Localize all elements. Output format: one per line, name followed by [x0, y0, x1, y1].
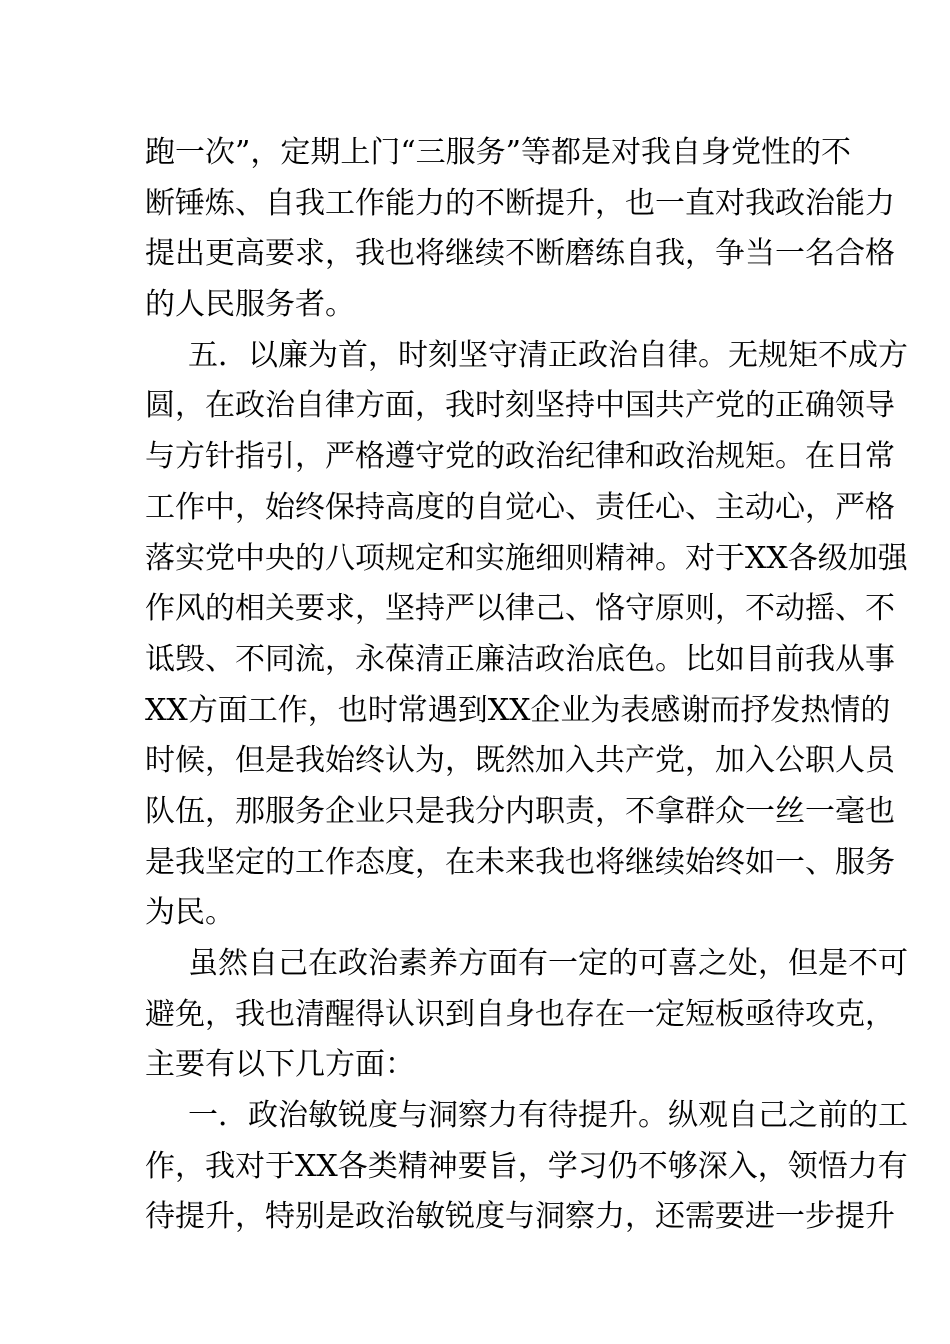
text-line: 跑一次”，定期上门“三服务”等都是对我自身党性的不: [145, 135, 852, 170]
text-line: 圆，在政治自律方面，我时刻坚持中国共产党的正确领导: [145, 388, 895, 424]
document-body: [145, 128, 908, 1243]
text-line: XX方面工作，也时常遇到XX企业为表感谢而抒发热情的: [145, 692, 891, 728]
text-line: 的人民服务者。: [145, 287, 355, 323]
text-line: 是我坚定的工作态度，在未来我也将继续始终如一、服务: [145, 844, 895, 880]
text-line: 待提升，特别是政治敏锐度与洞察力，还需要进一步提升: [145, 1199, 895, 1235]
text-line: 一．政治敏锐度与洞察力有待提升。纵观自己之前的工: [188, 1098, 908, 1134]
text-line: 虽然自己在政治素养方面有一定的可喜之处，但是不可: [188, 946, 908, 981]
text-line: 主要有以下几方面：: [145, 1047, 415, 1083]
text-line: 落实党中央的八项规定和实施细则精神。对于XX各级加强: [145, 540, 908, 576]
text-line: 时候，但是我始终认为，既然加入共产党，加入公职人员: [145, 743, 895, 779]
text-line: 诋毁、不同流，永葆清正廉洁政治底色。比如目前我从事: [145, 641, 895, 677]
text-line: 为民。: [145, 895, 235, 931]
text-line: 提出更高要求，我也将继续不断磨练自我，争当一名合格: [145, 236, 895, 272]
text-line: 队伍，那服务企业只是我分内职责，不拿群众一丝一毫也: [145, 793, 895, 829]
text-line: 作风的相关要求，坚持严以律己、恪守原则，不动摇、不: [145, 591, 895, 627]
text-line: 工作中，始终保持高度的自觉心、责任心、主动心，严格: [145, 489, 895, 525]
text-line: 作，我对于XX各类精神要旨，学习仍不够深入，领悟力有: [145, 1148, 908, 1184]
text-line: 避免，我也清醒得认识到自身也存在一定短板亟待攻克，: [145, 996, 895, 1032]
text-line: 断锤炼、自我工作能力的不断提升，也一直对我政治能力: [145, 185, 895, 221]
text-line: 五．以廉为首，时刻坚守清正政治自律。无规矩不成方: [188, 337, 908, 373]
text-line: 与方针指引，严格遵守党的政治纪律和政治规矩。在日常: [145, 439, 895, 475]
